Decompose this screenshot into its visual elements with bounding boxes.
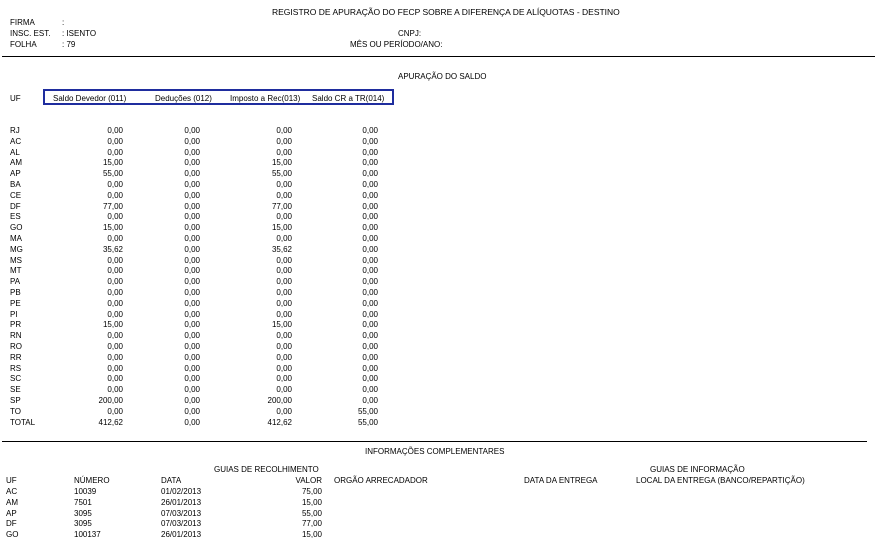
guia-col-data-entrega: DATA DA ENTREGA	[524, 476, 598, 485]
insc-est-label: INSC. EST.	[10, 29, 51, 38]
saldo-cell: 412,62	[267, 417, 292, 427]
saldo-cell: 0,00	[184, 277, 200, 287]
saldo-cell: 0,00	[362, 126, 378, 135]
guia-cell-valor: 75,00	[301, 487, 322, 496]
saldo-cell: 0,00	[107, 352, 123, 362]
saldo-cell: 0,00	[107, 147, 123, 157]
saldo-cell: 0,00	[362, 136, 378, 146]
saldo-row-uf: MA	[10, 234, 22, 243]
saldo-cell: 0,00	[107, 266, 123, 276]
saldo-cell: 55,00	[357, 417, 378, 427]
guias-informacao-title: GUIAS DE INFORMAÇÃO	[650, 465, 745, 474]
saldo-cell: 55,00	[271, 169, 292, 179]
saldo-cell: 0,00	[184, 396, 200, 405]
saldo-cell: 200,00	[98, 396, 123, 405]
saldo-cell: 0,00	[276, 136, 292, 146]
col-saldo-devedor: Saldo Devedor (011)	[53, 94, 127, 103]
saldo-cell: 35,62	[271, 244, 292, 254]
saldo-cell: 0,00	[362, 255, 378, 265]
saldo-cell: 0,00	[184, 298, 200, 308]
saldo-cell: 0,00	[276, 342, 292, 351]
saldo-cell: 0,00	[184, 288, 200, 297]
saldo-cell: 0,00	[276, 298, 292, 308]
saldo-row-uf: RS	[10, 363, 22, 373]
saldo-cell: 0,00	[184, 244, 200, 254]
saldo-row-uf: MS	[10, 255, 22, 265]
saldo-cell: 0,00	[184, 136, 200, 146]
saldo-cell: 0,00	[362, 320, 378, 330]
divider-bottom	[2, 441, 867, 442]
saldo-cell: 0,00	[362, 374, 378, 384]
saldo-row-uf: DF	[10, 201, 21, 211]
saldo-cell: 0,00	[184, 309, 200, 319]
firma-label: FIRMA	[10, 18, 35, 27]
saldo-cell: 0,00	[107, 190, 123, 200]
col-imposto-rec: Imposto a Rec(013)	[230, 94, 301, 103]
guia-cell-valor: 15,00	[301, 530, 322, 540]
saldo-cell: 0,00	[362, 298, 378, 308]
guia-cell-valor: 77,00	[301, 519, 322, 529]
guia-cell-data: 01/02/2013	[161, 487, 202, 496]
saldo-cell: 0,00	[362, 385, 378, 395]
saldo-row-uf: GO	[10, 223, 23, 233]
saldo-cell: 35,62	[102, 244, 123, 254]
guias-recolhimento-title: GUIAS DE RECOLHIMENTO	[214, 465, 319, 474]
guia-cell-uf: AC	[6, 487, 18, 496]
saldo-row-uf: PA	[10, 277, 21, 287]
saldo-cell: 0,00	[184, 126, 200, 135]
saldo-cell: 55,00	[357, 406, 378, 416]
guia-cell-data: 26/01/2013	[161, 530, 202, 540]
guia-cell-data: 26/01/2013	[161, 497, 202, 507]
saldo-cell: 0,00	[184, 158, 200, 168]
saldo-cell: 0,00	[184, 201, 200, 211]
saldo-cell: 0,00	[362, 223, 378, 233]
saldo-cell: 15,00	[102, 158, 123, 168]
saldo-row-uf: RO	[10, 342, 22, 351]
saldo-cell: 0,00	[107, 374, 123, 384]
saldo-cell: 0,00	[362, 158, 378, 168]
saldo-cell: 77,00	[102, 201, 123, 211]
saldo-row-uf: PB	[10, 288, 21, 297]
saldo-row-uf: PI	[10, 309, 18, 319]
periodo-label: MÊS OU PERÍODO/ANO:	[350, 40, 443, 49]
saldo-cell: 0,00	[362, 342, 378, 351]
saldo-cell: 0,00	[107, 288, 123, 297]
saldo-row-uf: MT	[10, 266, 22, 276]
saldo-cell: 0,00	[362, 288, 378, 297]
saldo-cell: 0,00	[107, 277, 123, 287]
saldo-row-uf: AL	[10, 147, 20, 157]
saldo-cell: 0,00	[184, 223, 200, 233]
saldo-cell: 15,00	[271, 320, 292, 330]
saldo-cell: 0,00	[107, 298, 123, 308]
folha-value: : 79	[62, 40, 76, 49]
guia-col-orgao: ORGÃO ARRECADADOR	[334, 476, 428, 485]
saldo-cell: 0,00	[107, 180, 123, 189]
saldo-cell: 0,00	[276, 212, 292, 222]
saldo-cell: 0,00	[276, 352, 292, 362]
saldo-cell: 0,00	[276, 147, 292, 157]
saldo-cell: 0,00	[362, 244, 378, 254]
saldo-cell: 0,00	[184, 266, 200, 276]
saldo-cell: 0,00	[276, 234, 292, 243]
saldo-cell: 0,00	[276, 374, 292, 384]
saldo-cell: 0,00	[362, 212, 378, 222]
guia-cell-uf: AP	[6, 508, 17, 518]
saldo-cell: 0,00	[184, 374, 200, 384]
saldo-row-uf: RJ	[10, 126, 20, 135]
saldo-row-uf: AM	[10, 158, 22, 168]
guia-cell-uf: GO	[6, 530, 19, 540]
saldo-cell: 0,00	[107, 136, 123, 146]
guia-cell-uf: AM	[6, 497, 18, 507]
saldo-cell: 0,00	[362, 201, 378, 211]
guia-cell-numero: 7501	[74, 497, 92, 507]
saldo-cell: 0,00	[107, 212, 123, 222]
saldo-cell: 0,00	[184, 147, 200, 157]
saldo-row-uf: MG	[10, 244, 23, 254]
saldo-cell: 0,00	[362, 277, 378, 287]
saldo-cell: 0,00	[184, 234, 200, 243]
saldo-cell: 0,00	[184, 331, 200, 341]
saldo-cell: 0,00	[107, 406, 123, 416]
complementares-title: INFORMAÇÕES COMPLEMENTARES	[365, 447, 505, 456]
saldo-cell: 0,00	[362, 147, 378, 157]
saldo-cell: 15,00	[271, 158, 292, 168]
saldo-cell: 0,00	[362, 169, 378, 179]
saldo-cell: 0,00	[184, 417, 200, 427]
guia-cell-data: 07/03/2013	[161, 519, 202, 529]
saldo-cell: 0,00	[276, 331, 292, 341]
saldo-cell: 0,00	[184, 406, 200, 416]
guia-cell-valor: 15,00	[301, 497, 322, 507]
guia-cell-valor: 55,00	[301, 508, 322, 518]
saldo-cell: 0,00	[276, 288, 292, 297]
saldo-cell: 0,00	[276, 309, 292, 319]
firma-value: :	[62, 18, 65, 27]
saldo-cell: 0,00	[107, 342, 123, 351]
cnpj-label: CNPJ:	[398, 29, 422, 38]
saldo-cell: 0,00	[184, 180, 200, 189]
saldo-row-uf: BA	[10, 180, 21, 189]
uf-header: UF	[10, 94, 21, 103]
saldo-cell: 77,00	[271, 201, 292, 211]
guia-col-valor: VALOR	[295, 476, 322, 485]
saldo-row-uf: CE	[10, 190, 22, 200]
saldo-row-uf: RR	[10, 352, 22, 362]
saldo-cell: 0,00	[184, 342, 200, 351]
saldo-row-uf: SE	[10, 385, 21, 395]
saldo-cell: 0,00	[362, 266, 378, 276]
saldo-row-uf: ES	[10, 212, 21, 222]
saldo-cell: 0,00	[184, 169, 200, 179]
saldo-cell: 0,00	[276, 180, 292, 189]
saldo-cell: 0,00	[184, 212, 200, 222]
guia-cell-uf: DF	[6, 519, 17, 529]
saldo-cell: 0,00	[276, 255, 292, 265]
saldo-cell: 0,00	[184, 352, 200, 362]
saldo-row-uf: AP	[10, 169, 21, 179]
col-saldo-cr: Saldo CR a TR(014)	[312, 94, 385, 103]
saldo-cell: 0,00	[107, 385, 123, 395]
saldo-cell: 0,00	[184, 363, 200, 373]
saldo-cell: 0,00	[276, 363, 292, 373]
guia-col-local-entrega: LOCAL DA ENTREGA (BANCO/REPARTIÇÃO)	[636, 476, 805, 485]
guia-cell-numero: 3095	[74, 519, 92, 529]
report-title: REGISTRO DE APURAÇÃO DO FECP SOBRE A DIFERENÇA DE ALÍQUOTAS - DESTINO	[272, 7, 620, 17]
saldo-cell: 0,00	[107, 331, 123, 341]
saldo-row-uf: AC	[10, 136, 22, 146]
saldo-cell: 0,00	[362, 180, 378, 189]
saldo-cell: 0,00	[362, 234, 378, 243]
saldo-row-uf: RN	[10, 331, 22, 341]
saldo-row-uf: PE	[10, 298, 21, 308]
saldo-cell: 15,00	[102, 320, 123, 330]
guia-cell-numero: 100137	[74, 530, 101, 540]
saldo-row-uf: TO	[10, 406, 21, 416]
guia-cell-data: 07/03/2013	[161, 508, 202, 518]
saldo-cell: 0,00	[276, 190, 292, 200]
saldo-cell: 15,00	[271, 223, 292, 233]
saldo-cell: 0,00	[107, 126, 123, 135]
saldo-cell: 0,00	[184, 385, 200, 395]
saldo-cell: 200,00	[267, 396, 292, 405]
saldo-cell: 0,00	[362, 363, 378, 373]
saldo-cell: 0,00	[184, 190, 200, 200]
saldo-cell: 0,00	[276, 277, 292, 287]
saldo-cell: 0,00	[107, 255, 123, 265]
saldo-row-uf: SP	[10, 396, 21, 405]
col-deducoes: Deduções (012)	[155, 94, 212, 103]
saldo-cell: 0,00	[362, 352, 378, 362]
guia-col-data: DATA	[161, 476, 182, 485]
saldo-cell: 0,00	[362, 190, 378, 200]
saldo-cell: 0,00	[107, 363, 123, 373]
guia-col-uf: UF	[6, 476, 17, 485]
guia-cell-numero: 3095	[74, 508, 92, 518]
saldo-cell: 0,00	[362, 309, 378, 319]
saldo-cell: 55,00	[102, 169, 123, 179]
saldo-row-uf: PR	[10, 320, 22, 330]
guia-cell-numero: 10039	[74, 487, 97, 496]
saldo-cell: 0,00	[362, 331, 378, 341]
folha-label: FOLHA	[10, 40, 37, 49]
saldo-row-uf: TOTAL	[10, 417, 36, 427]
saldo-row-uf: SC	[10, 374, 22, 384]
saldo-cell: 0,00	[276, 385, 292, 395]
saldo-cell: 0,00	[184, 255, 200, 265]
apuracao-title: APURAÇÃO DO SALDO	[398, 72, 487, 81]
saldo-cell: 0,00	[276, 266, 292, 276]
guia-col-numero: NÚMERO	[74, 476, 110, 485]
saldo-cell: 0,00	[362, 396, 378, 405]
saldo-cell: 0,00	[184, 320, 200, 330]
saldo-cell: 0,00	[107, 234, 123, 243]
saldo-cell: 0,00	[107, 309, 123, 319]
divider-top	[2, 56, 875, 57]
saldo-cell: 412,62	[98, 417, 123, 427]
saldo-cell: 15,00	[102, 223, 123, 233]
saldo-cell: 0,00	[276, 406, 292, 416]
insc-est-value: : ISENTO	[62, 29, 97, 38]
saldo-cell: 0,00	[276, 126, 292, 135]
